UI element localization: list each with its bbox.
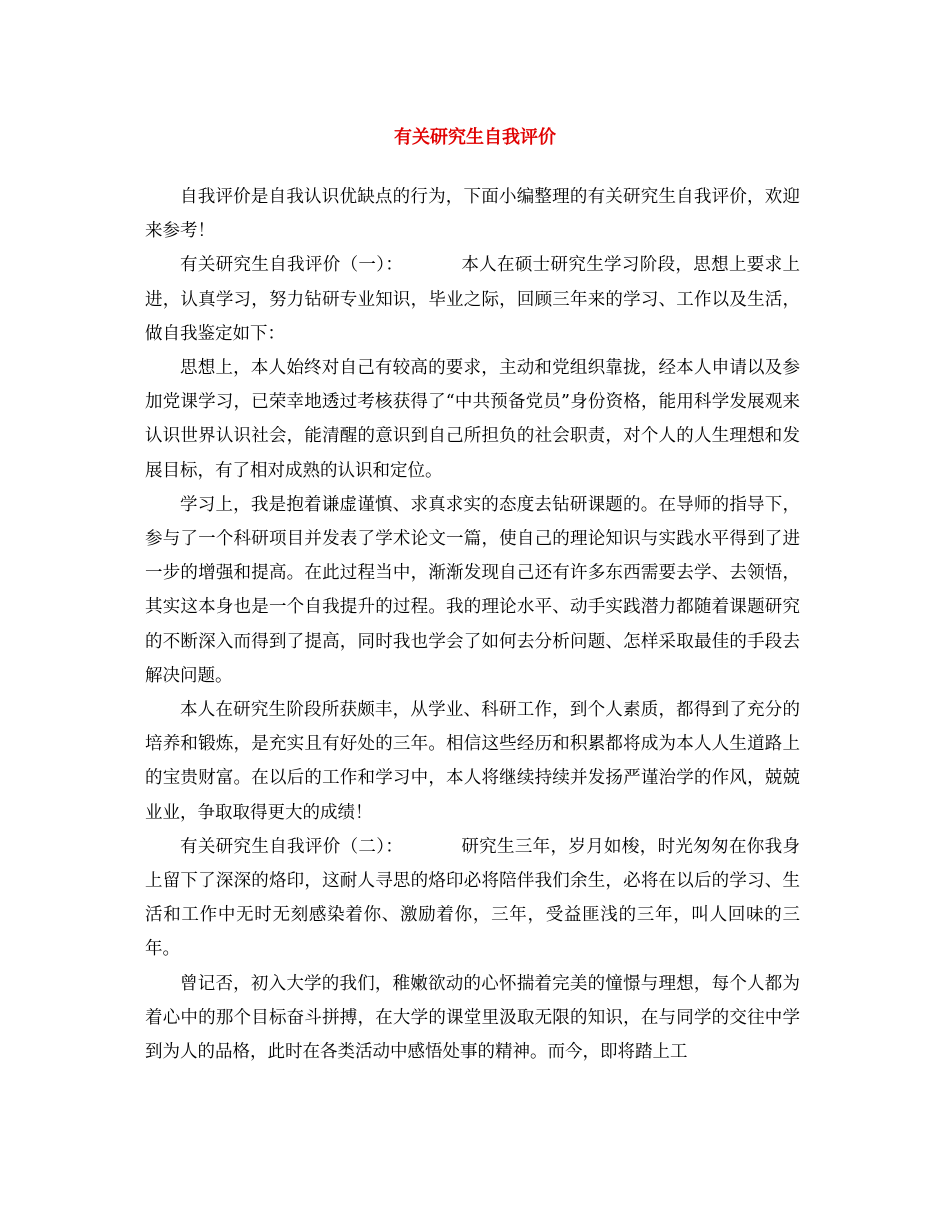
document-body	[145, 180, 800, 1069]
paragraph-text: 本人在研究生阶段所获颇丰，从学业、科研工作，到个人素质，都得到了充分的培养和锻炼，是充实且有好处的三年。相信这些经历和积累都将成为本人人生道路上的宝贵财富。在以后的工作和学习中，本人将继续持续并发扬严谨治学的作风，兢兢业业，争取取得更大的成绩！	[145, 700, 800, 823]
paragraph-thought	[145, 351, 800, 488]
paragraph-summary	[145, 693, 800, 830]
paragraph-memory	[145, 967, 800, 1070]
paragraph-text: 自我评价是自我认识优缺点的行为，下面小编整理的有关研究生自我评价，欢迎来参考！	[145, 187, 800, 242]
paragraph-section-two	[145, 830, 800, 967]
section-heading: 有关研究生自我评价（二）：	[180, 836, 404, 857]
paragraph-intro	[145, 180, 800, 248]
paragraph-study	[145, 488, 800, 693]
section-heading: 有关研究生自我评价（一）：	[180, 255, 404, 276]
paragraph-text: 曾记否，初入大学的我们，稚嫩欲动的心怀揣着完美的憧憬与理想，每个人都为着心中的那个目标奋斗拼搏，在大学的课堂里汲取无限的知识，在与同学的交往中学到为人的品格，此时在各类活动中感悟处事的精神。而今，即将踏上工	[145, 973, 800, 1063]
document-title: 有关研究生自我评价	[394, 127, 556, 148]
paragraph-text: 研究生三年，岁月如梭，时光匆匆在你我身上留下了深深的烙印，这耐人寻思的烙印必将陪伴我们余生，必将在以后的学习、生活和工作中无时无刻感染着你、激励着你，三年，受益匪浅的三年，叫人回味的三年。	[145, 836, 800, 960]
paragraph-text: 思想上，本人始终对自己有较高的要求，主动和党组织靠拢，经本人申请以及参加党课学习，已荣幸地透过考核获得了“中共预备党员”身份资格，能用科学发展观来认识世界认识社会，能清醒的意识到自己所担负的社会职责，对个人的人生理想和发展目标，有了相对成熟的认识和定位。	[145, 358, 800, 481]
paragraph-text: 本人在硕士研究生学习阶段，思想上要求上进，认真学习，努力钻研专业知识，毕业之际，回顾三年来的学习、工作以及生活，做自我鉴定如下：	[145, 255, 800, 344]
paragraph-text: 学习上，我是抱着谦虚谨慎、求真求实的态度去钻研课题的。在导师的指导下，参与了一个科研项目并发表了学术论文一篇，使自己的理论知识与实践水平得到了进一步的增强和提高。在此过程当中，渐渐发现自己还有许多东西需要去学、去领悟，其实这本身也是一个自我提升的过程。我的理论水平、动手实践潜力都随着课题研究的不断深入而得到了提高，同时我也学会了如何去分析问题、怎样采取最佳的手段去解决问题。	[145, 494, 800, 686]
paragraph-section-one	[145, 248, 800, 351]
